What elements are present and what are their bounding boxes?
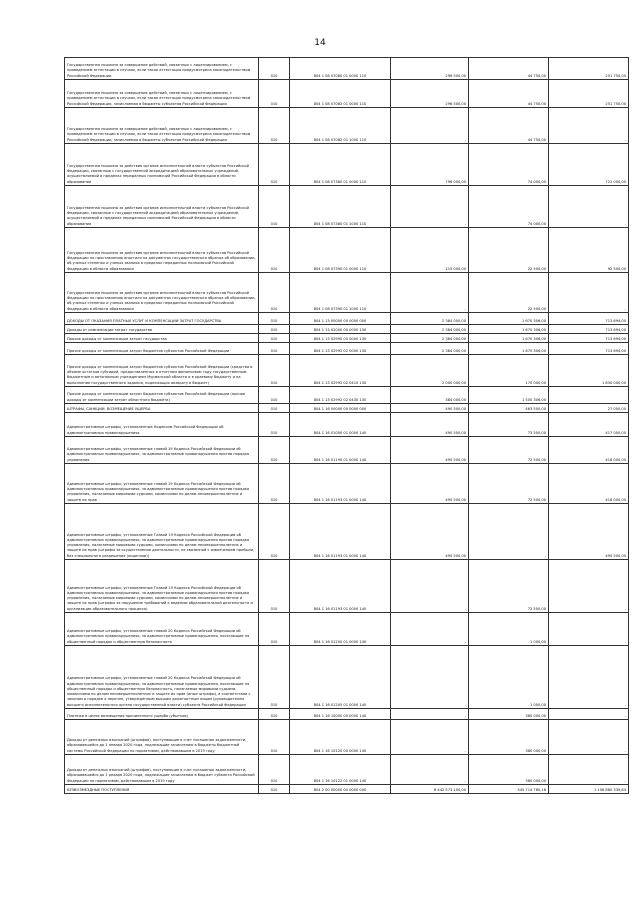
admin-code: 010 — [259, 387, 290, 404]
approved-amount: 384 000,00 — [391, 387, 469, 404]
executed-amount: 74 000,00 — [469, 144, 549, 186]
admin-code: 010 — [259, 273, 290, 313]
admin-code: 010 — [259, 228, 290, 273]
admin-code: 010 — [259, 144, 290, 186]
admin-code: 010 — [259, 334, 290, 343]
table-row — [65, 464, 629, 504]
row-name: Прочие доходы от компенсации затрат бюджетов субъектов Российской Федерации (прочие доходы от компенсации затрат областного бюджета) — [65, 387, 259, 404]
page-number: 14 — [314, 38, 326, 48]
classification-code: 804 1 08 07082 01 1000 110 — [290, 108, 391, 144]
classification-code: 804 1 16 01205 01 0000 140 — [290, 646, 391, 709]
executed-amount: 170 000,00 — [469, 355, 549, 387]
executed-amount: 1 000,00 — [469, 646, 549, 709]
unexecuted-amount: 251 750,00 — [549, 58, 629, 80]
executed-amount: 22 500,00 — [469, 228, 549, 273]
row-name: Доходы от денежных взысканий (штрафов), поступающие в счет погашения задолженности, образовавшейся до 1 января 2020 года, подлежащие зачислению в бюджет субъекта Российской Федерации по нормативам, действовавшим в 2019 году — [65, 755, 259, 785]
admin-code: 010 — [259, 646, 290, 709]
admin-code: 010 — [259, 720, 290, 755]
classification-code: 804 1 13 02992 02 0000 130 — [290, 343, 391, 355]
admin-code: 010 — [259, 313, 290, 325]
row-name: Административные штрафы, установленные главой 19 Кодекса Российской Федерации об административных правонарушениях, за административные правонарушения против порядка управления — [65, 437, 259, 464]
classification-code: 804 1 13 02992 02 0410 130 — [290, 355, 391, 387]
row-name: Административные штрафы, установленные главой 20 Кодекса Российской Федерации об административных правонарушениях, за административные правонарушения, посягающие на общественный порядок и общественную безопасность, налагаемые мировыми судьями, комиссиями по делам несовершеннолетних и защите их прав (иные штрафы), в соответствии с законом о порядке о перечне, утверждённым высшим должностным лицом (руководителем высшего исполнительного органа государственной власти) субъекта Российской Федерации — [65, 646, 259, 709]
approved-amount: - — [391, 720, 469, 755]
classification-code: 804 1 13 02990 00 0000 130 — [290, 334, 391, 343]
executed-amount: 380 000,00 — [469, 720, 549, 755]
executed-amount: - — [469, 504, 549, 560]
approved-amount: 490 500,00 — [391, 464, 469, 504]
admin-code: 010 — [259, 560, 290, 613]
row-name: Государственная пошлина за совершение действий, связанных с лицензированием, с проведением аттестации в случаях, если такая аттестация предусмотрена законодательством Российской Федерации — [65, 58, 259, 80]
unexecuted-amount: 92 500,00 — [549, 228, 629, 273]
executed-amount: 72 500,00 — [469, 464, 549, 504]
admin-code: 010 — [259, 413, 290, 437]
row-name: Доходы от денежных взысканий (штрафов), поступающие в счет погашения задолженности, образовавшейся до 1 января 2020 года, подлежащие зачислению в бюджеты бюджетной системы Российской Федерации по нормативам, действовавшим в 2019 году — [65, 720, 259, 755]
unexecuted-amount: 721 000,00 — [549, 144, 629, 186]
admin-code: 010 — [259, 325, 290, 334]
unexecuted-amount: - — [549, 273, 629, 313]
budget-revenue-table — [64, 57, 629, 794]
executed-amount: 1 670 306,00 — [469, 334, 549, 343]
classification-code: 804 1 16 10120 00 0000 140 — [290, 720, 391, 755]
unexecuted-amount: - — [549, 108, 629, 144]
row-name: ДОХОДЫ ОТ ОКАЗАНИЯ ПЛАТНЫХ УСЛУГ И КОМПЕНСАЦИИ ЗАТРАТ ГОСУДАРСТВА — [65, 313, 259, 325]
admin-code: 010 — [259, 343, 290, 355]
unexecuted-amount: - — [549, 755, 629, 785]
row-name: Государственная пошлина за совершение действий, связанных с лицензированием, с проведением аттестации в случаях, если такая аттестация предусмотрена законодательством Российской Федерации, зачисляемая в бюджеты субъектов Российской Федерации — [65, 108, 259, 144]
classification-code: 804 1 08 07390 01 1000 110 — [290, 273, 391, 313]
approved-amount: 296 500,00 — [391, 58, 469, 80]
unexecuted-amount: 713 694,00 — [549, 325, 629, 334]
row-name: Прочие доходы от компенсации затрат бюджетов субъектов Российской Федерации (средства в объеме остатков субсидий, предоставленных в отчетном финансовом году государственным бюджетным и автономным учреждениям Мурманской области и в краевому бюджету и на выполнение государственного задания, подлежащих возврату в бюджет) — [65, 355, 259, 387]
unexecuted-amount: - — [549, 186, 629, 228]
approved-amount: 115 000,00 — [391, 228, 469, 273]
executed-amount: 345 714 760,16 — [469, 785, 549, 794]
unexecuted-amount: 713 694,00 — [549, 343, 629, 355]
table-row — [65, 355, 629, 387]
admin-code: 010 — [259, 355, 290, 387]
row-name: Государственная пошлина за действия органов исполнительной власти субъектов Российской Федерации, связанные с государственной аккредитацией образовательных учреждений, осуществляемой в пределах переданных полномочий Российской Федерации в области образования — [65, 144, 259, 186]
table-row — [65, 755, 629, 785]
executed-amount: 22 500,00 — [469, 273, 549, 313]
unexecuted-amount: 713 694,00 — [549, 313, 629, 325]
classification-code: 804 1 16 01193 01 0000 140 — [290, 464, 391, 504]
unexecuted-amount: - — [549, 387, 629, 404]
approved-amount: - — [391, 755, 469, 785]
row-name: Платежи в целях возмещения причиненного ущерба (убытков) — [65, 709, 259, 720]
approved-amount: 8 442 573 100,00 — [391, 785, 469, 794]
classification-code: 804 1 16 10122 01 0000 140 — [290, 755, 391, 785]
executed-amount: 380 000,00 — [469, 709, 549, 720]
executed-amount: 1 670 306,00 — [469, 343, 549, 355]
executed-amount: 1 000,00 — [469, 613, 549, 646]
row-name: Государственная пошлина за действия органов исполнительной власти субъектов Российской Федерации, связанные с государственной аккредитацией образовательных учреждений, осуществляемой в пределах переданных полномочий Российской Федерации в области образования — [65, 186, 259, 228]
table-row — [65, 334, 629, 343]
row-name: Административные штрафы, установленные Кодексом Российской Федерации об административных правонарушениях — [65, 413, 259, 437]
executed-amount: 1 670 306,00 — [469, 325, 549, 334]
unexecuted-amount: 27 000,00 — [549, 404, 629, 413]
admin-code: 010 — [259, 504, 290, 560]
unexecuted-amount: - — [549, 720, 629, 755]
classification-code: 804 1 08 07080 01 0000 110 — [290, 58, 391, 80]
admin-code: 010 — [259, 709, 290, 720]
table-row — [65, 325, 629, 334]
unexecuted-amount: 490 500,00 — [549, 504, 629, 560]
row-name: Административные штрафы, установленные главой 19 Кодекса Российской Федерации об административных правонарушениях, за административные правонарушения против порядка управления, налагаемые мировыми судьями, комиссиями по делам несовершеннолетних и защите их прав — [65, 464, 259, 504]
table-row — [65, 504, 629, 560]
table-row — [65, 108, 629, 144]
approved-amount: 796 000,00 — [391, 144, 469, 186]
table-row — [65, 785, 629, 794]
classification-code: 804 1 08 07082 01 0000 110 — [290, 80, 391, 108]
classification-code: 804 1 16 10000 00 0000 140 — [290, 709, 391, 720]
executed-amount: 72 500,00 — [469, 560, 549, 613]
admin-code: 010 — [259, 80, 290, 108]
admin-code: 010 — [259, 785, 290, 794]
admin-code: 010 — [259, 404, 290, 413]
classification-code: 804 1 08 07380 01 1000 110 — [290, 186, 391, 228]
table-row — [65, 387, 629, 404]
row-name: Административные штрафы, установленные Главой 19 Кодекса Российской Федерации об административных правонарушениях, за административные правонарушения против порядка управления, налагаемые мировыми судьями, комиссиями по делам несовершеннолетних и защите их прав (штрафы за нарушение требований к ведению образовательной деятельности и организации образовательного процесса) — [65, 560, 259, 613]
unexecuted-amount: 418 000,00 — [549, 437, 629, 464]
table-row — [65, 228, 629, 273]
approved-amount: 490 500,00 — [391, 437, 469, 464]
row-name: Административные штрафы, установленные Главой 19 Кодекса Российской Федерации об административных правонарушениях, за административные правонарушения против порядка управления, налагаемые мировыми судьями, комиссиями по делам несовершеннолетних и защите их прав (штрафы за осуществление деятельности, не связанной с извлечением прибыли, без специального разрешения (лицензии)) — [65, 504, 259, 560]
approved-amount: - — [391, 613, 469, 646]
executed-amount: 463 500,00 — [469, 404, 549, 413]
unexecuted-amount: - — [549, 560, 629, 613]
executed-amount: 74 000,00 — [469, 186, 549, 228]
approved-amount: 490 500,00 — [391, 504, 469, 560]
executed-amount: 73 500,00 — [469, 413, 549, 437]
classification-code: 804 1 13 02000 00 0000 130 — [290, 325, 391, 334]
admin-code: 010 — [259, 437, 290, 464]
unexecuted-amount: 418 000,00 — [549, 464, 629, 504]
classification-code: 804 1 13 02992 02 0430 130 — [290, 387, 391, 404]
approved-amount: - — [391, 709, 469, 720]
row-name: ШТРАФЫ, САНКЦИИ, ВОЗМЕЩЕНИЕ УЩЕРБА — [65, 404, 259, 413]
row-name: Прочие доходы от компенсации затрат государства — [65, 334, 259, 343]
table-row — [65, 186, 629, 228]
approved-amount: 490 500,00 — [391, 413, 469, 437]
classification-code: 804 1 16 00000 00 0000 000 — [290, 404, 391, 413]
unexecuted-amount: - — [549, 709, 629, 720]
table-row — [65, 560, 629, 613]
admin-code: 010 — [259, 755, 290, 785]
classification-code: 804 1 16 01190 01 0000 140 — [290, 437, 391, 464]
classification-code: 804 1 16 01200 01 0000 140 — [290, 613, 391, 646]
table-row — [65, 709, 629, 720]
approved-amount: 490 500,00 — [391, 404, 469, 413]
admin-code: 010 — [259, 108, 290, 144]
unexecuted-amount: 1 106 880 339,84 — [549, 785, 629, 794]
approved-amount: 2 000 000,00 — [391, 355, 469, 387]
row-name: Государственная пошлина за действия органов исполнительной власти субъектов Российской Федерации по проставлению апостиля на документах государственного образца об образовании, об ученых степенях и ученых званиях в пределах переданных полномочий Российской Федерации в области образования — [65, 228, 259, 273]
row-name: Государственная пошлина за совершение действий, связанных с лицензированием, с проведением аттестации в случаях, если такая аттестация предусмотрена законодательством Российской Федерации, зачисляемая в бюджеты субъектов Российской Федерации — [65, 80, 259, 108]
table-row — [65, 144, 629, 186]
admin-code: 010 — [259, 58, 290, 80]
approved-amount: - — [391, 186, 469, 228]
executed-amount: 1 670 306,00 — [469, 313, 549, 325]
table-row — [65, 437, 629, 464]
admin-code: 010 — [259, 613, 290, 646]
classification-code: 804 1 16 01193 01 0000 140 — [290, 560, 391, 613]
table-row — [65, 343, 629, 355]
row-name: БЕЗВОЗМЕЗДНЫЕ ПОСТУПЛЕНИЯ — [65, 785, 259, 794]
classification-code: 804 1 08 07390 01 0000 110 — [290, 228, 391, 273]
classification-code: 804 1 08 07380 01 0000 110 — [290, 144, 391, 186]
row-name: Доходы от компенсации затрат государства — [65, 325, 259, 334]
table-row — [65, 80, 629, 108]
classification-code: 804 1 16 01000 01 0000 140 — [290, 413, 391, 437]
approved-amount: 2 384 000,00 — [391, 334, 469, 343]
admin-code: 010 — [259, 464, 290, 504]
admin-code: 010 — [259, 186, 290, 228]
table-row — [65, 273, 629, 313]
unexecuted-amount: 1 830 000,00 — [549, 355, 629, 387]
table-row — [65, 413, 629, 437]
unexecuted-amount: - — [549, 646, 629, 709]
unexecuted-amount: 251 750,00 — [549, 80, 629, 108]
row-name: Государственная пошлина за действия органов исполнительной власти субъектов Российской Федерации по проставлению апостиля на документах государственного образца об образовании, об ученых степенях и ученых званиях в пределах переданных полномочий Российской Федерации в области образования — [65, 273, 259, 313]
table-row — [65, 720, 629, 755]
approved-amount: 2 384 000,00 — [391, 313, 469, 325]
approved-amount: 2 384 000,00 — [391, 343, 469, 355]
approved-amount: - — [391, 108, 469, 144]
table-row — [65, 313, 629, 325]
classification-code: 804 2 00 00000 00 0000 000 — [290, 785, 391, 794]
executed-amount: 44 750,00 — [469, 80, 549, 108]
approved-amount: - — [391, 646, 469, 709]
approved-amount: - — [391, 273, 469, 313]
row-name: Прочие доходы от компенсации затрат бюджетов субъектов Российской Федерации — [65, 343, 259, 355]
executed-amount: 1 500 306,00 — [469, 387, 549, 404]
table-row — [65, 404, 629, 413]
approved-amount: 296 500,00 — [391, 80, 469, 108]
unexecuted-amount: 713 694,00 — [549, 334, 629, 343]
executed-amount: 44 750,00 — [469, 58, 549, 80]
table-row — [65, 646, 629, 709]
approved-amount: - — [391, 560, 469, 613]
row-name: Административные штрафы, установленные главой 20 Кодекса Российской Федерации об административных правонарушениях, за административные правонарушения, посягающие на общественный порядок и общественную безопасность — [65, 613, 259, 646]
table-row — [65, 58, 629, 80]
table-row — [65, 613, 629, 646]
unexecuted-amount: - — [549, 613, 629, 646]
classification-code: 804 1 13 00000 00 0000 000 — [290, 313, 391, 325]
classification-code: 804 1 16 01193 01 0000 140 — [290, 504, 391, 560]
executed-amount: 380 000,00 — [469, 755, 549, 785]
executed-amount: 72 500,00 — [469, 437, 549, 464]
executed-amount: 44 750,00 — [469, 108, 549, 144]
approved-amount: 2 384 000,00 — [391, 325, 469, 334]
unexecuted-amount: 417 000,00 — [549, 413, 629, 437]
